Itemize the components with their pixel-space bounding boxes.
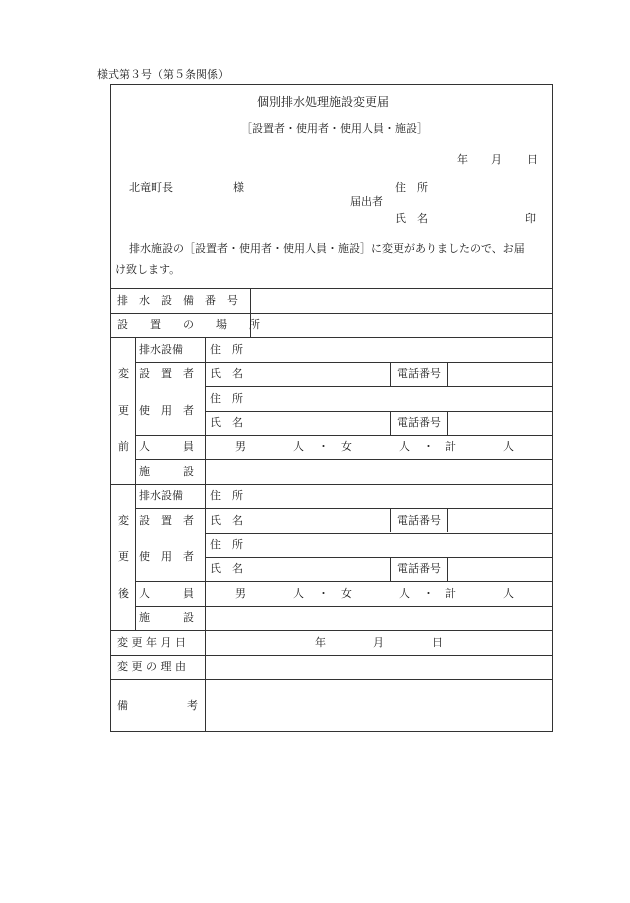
before-dot-2: ・	[423, 440, 434, 453]
before-installer-phone-label: 電話番号	[397, 367, 441, 380]
before-installer-line-1: 排水設備	[139, 343, 183, 356]
before-total-unit: 人	[503, 440, 514, 453]
after-male-label: 男	[235, 587, 246, 600]
statement-line-1: 排水施設の［設置者・使用者・使用人員・施設］に変更がありましたので、お届	[129, 242, 525, 255]
before-facility-label: 施 設	[139, 465, 194, 478]
after-label-char-3: 後	[118, 587, 129, 600]
before-dot-1: ・	[318, 440, 329, 453]
before-male-label: 男	[235, 440, 246, 453]
form-number-label: 様式第３号（第５条関係）	[97, 68, 229, 81]
addressee-name: 北竜町長	[129, 181, 173, 194]
form-subtitle: ［設置者・使用者・使用人員・施設］	[241, 122, 428, 135]
date-year-label: 年	[457, 153, 468, 166]
before-total-label: 計	[445, 440, 456, 453]
before-user-address-label: 住 所	[210, 392, 243, 405]
after-installer-address-label: 住 所	[210, 489, 243, 502]
remarks-label-char-1: 備	[117, 699, 128, 712]
after-dot-1: ・	[318, 587, 329, 600]
change-date-year: 年	[315, 636, 326, 649]
form-title: 個別排水処理施設変更届	[257, 95, 390, 109]
reason-label: 変 更 の 理 由	[117, 660, 186, 673]
before-user-label: 使 用 者	[139, 404, 194, 417]
after-installer-name-label: 氏 名	[210, 514, 243, 527]
after-total-unit: 人	[503, 587, 514, 600]
seal-mark: 印	[525, 212, 536, 225]
after-facility-label: 施 設	[139, 611, 194, 624]
before-label-char-3: 前	[118, 440, 129, 453]
remarks-label-char-2: 考	[187, 699, 198, 712]
notifier-address-label: 住 所	[395, 181, 428, 194]
date-month-label: 月	[491, 153, 502, 166]
change-date-label: 変 更 年 月 日	[117, 636, 186, 649]
before-male-unit: 人	[293, 440, 304, 453]
after-label-char-1: 変	[118, 514, 129, 527]
statement-line-2: け致します。	[115, 263, 181, 276]
after-user-label: 使 用 者	[139, 550, 194, 563]
after-male-unit: 人	[293, 587, 304, 600]
location-label: 設 置 の 場 所	[117, 318, 260, 331]
after-label-char-2: 更	[118, 550, 129, 563]
before-installer-address-label: 住 所	[210, 343, 243, 356]
after-installer-phone-label: 電話番号	[397, 514, 441, 527]
after-user-address-label: 住 所	[210, 538, 243, 551]
after-total-label: 計	[445, 587, 456, 600]
before-label-char-1: 変	[118, 367, 129, 380]
after-user-name-label: 氏 名	[210, 562, 243, 575]
before-installer-name-label: 氏 名	[210, 367, 243, 380]
facility-number-label: 排 水 設 備 番 号	[117, 294, 238, 307]
after-female-unit: 人	[399, 587, 410, 600]
notifier-name-label: 氏 名	[395, 212, 428, 225]
after-dot-2: ・	[423, 587, 434, 600]
before-female-label: 女	[341, 440, 352, 453]
change-date-month: 月	[373, 636, 384, 649]
date-day-label: 日	[527, 153, 538, 166]
change-notification-form	[110, 84, 553, 732]
before-female-unit: 人	[399, 440, 410, 453]
before-label-char-2: 更	[118, 404, 129, 417]
before-persons-label: 人 員	[139, 440, 194, 453]
before-user-phone-label: 電話番号	[397, 416, 441, 429]
after-user-phone-label: 電話番号	[397, 562, 441, 575]
after-persons-label: 人 員	[139, 587, 194, 600]
after-installer-line-2: 設 置 者	[139, 514, 194, 527]
before-installer-line-2: 設 置 者	[139, 367, 194, 380]
after-female-label: 女	[341, 587, 352, 600]
before-user-name-label: 氏 名	[210, 416, 243, 429]
addressee-honorific: 様	[233, 181, 244, 194]
after-installer-line-1: 排水設備	[139, 489, 183, 502]
change-date-day: 日	[432, 636, 443, 649]
notifier-label: 届出者	[350, 195, 383, 208]
